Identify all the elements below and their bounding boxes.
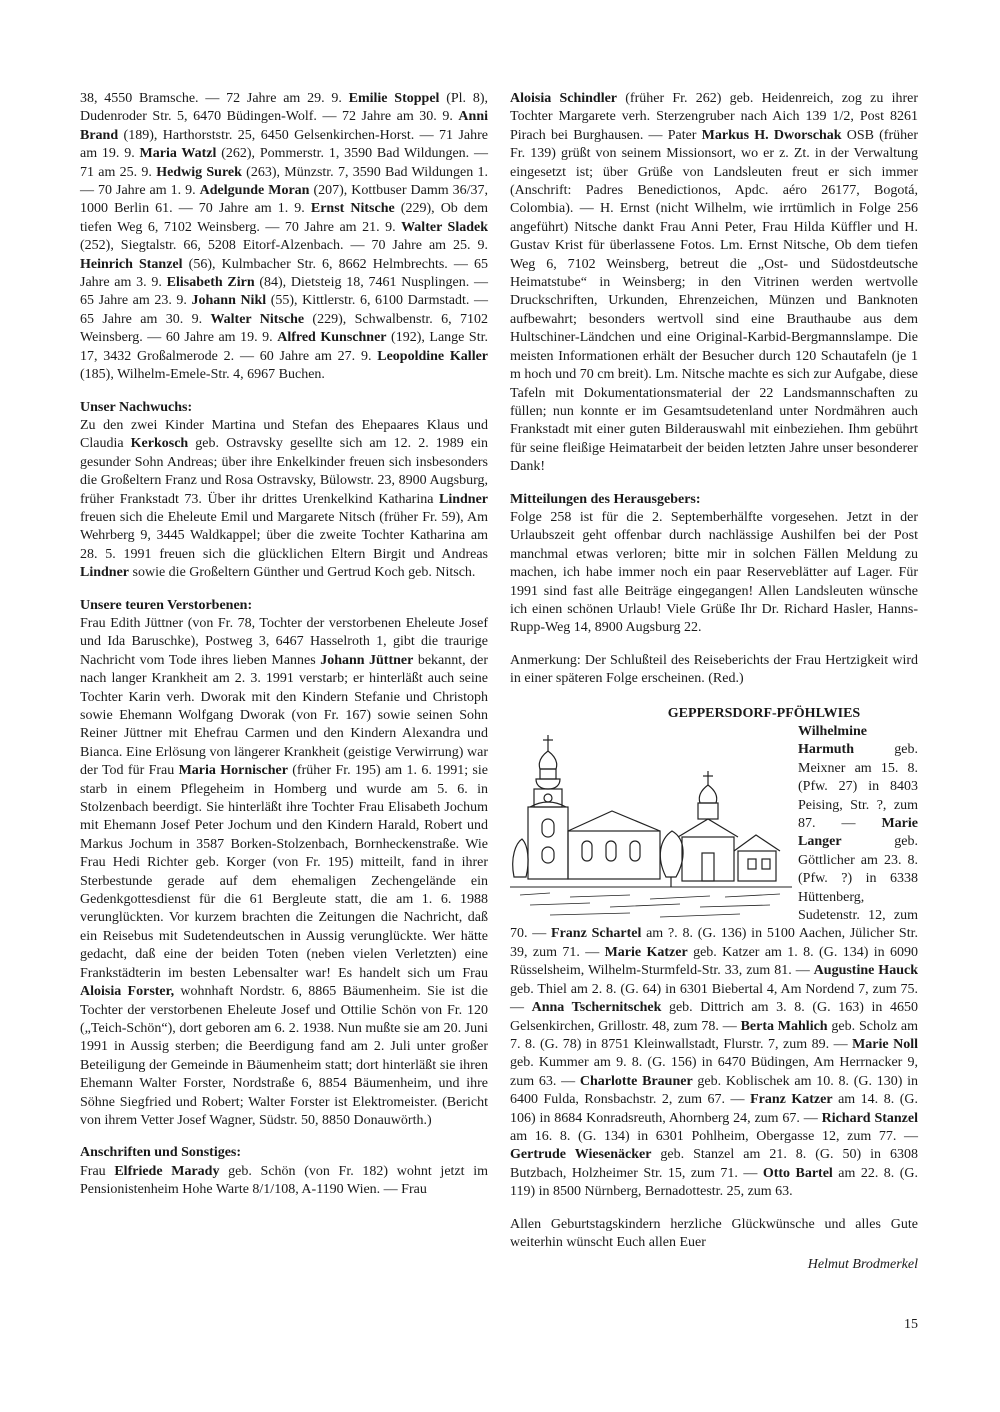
person-name: Adelgunde Moran xyxy=(199,183,310,199)
person-name: Johann Nikl xyxy=(191,293,267,309)
person-name: Marie Noll xyxy=(852,1036,918,1052)
text-segment: am 14. 8. (G. 106) in 8684 Konradsreuth, Ahornberg 24, zum 67. — xyxy=(510,1092,918,1126)
person-name: Hedwig Surek xyxy=(156,164,242,180)
person-name: Maria Hornischer xyxy=(178,763,288,779)
section-heading-anschriften: Anschriften und Sonstiges: xyxy=(80,1145,242,1161)
person-name: Elfriede Marady xyxy=(114,1163,220,1179)
text-segment: (185), Wilhelm-Emele-Str. 4, 6967 Buchen. xyxy=(80,367,325,383)
nachwuchs-text xyxy=(80,417,488,583)
person-name: Lindner xyxy=(80,565,130,581)
text-segment: geb. Kummer am 9. 8. (G. 156) in 6470 Büdingen, Am Herrnacker 9, zum 63. — xyxy=(510,1055,918,1089)
person-name: Marie Langer xyxy=(798,816,918,850)
person-name: Wilhelmine Harmuth xyxy=(798,724,867,758)
text-segment: geb. Scholz am 7. 8. (G. 78) in 8751 Kleinwallstadt, Flurstr. 7, zum 89. — xyxy=(510,1018,918,1052)
text-segment: (189), Harthorststr. 25, 6450 Gelsenkirchen-Horst. — 71 Jahre am 19. 9. xyxy=(80,127,488,162)
birthday-list xyxy=(80,90,488,385)
text-segment: geb. Stanzel am 21. 8. (G. 50) in 6308 Butzbach, Holzheimer Str. 15, zum 71. — xyxy=(510,1147,918,1181)
person-name: Otto Bartel xyxy=(762,1165,833,1181)
text-segment: geb. Meixner am 15. 8. (Pfw. 27) in 8403 Peising, Str. ?, zum 87. — xyxy=(798,742,918,832)
person-name: Leopoldine Kaller xyxy=(377,348,489,364)
verstorbene-text xyxy=(80,615,488,1130)
herausgeber-text: Folge 258 ist für die 2. Septemberhälfte vorgesehen. Jetzt in der Urlaubszeit geht offenbar durch nachlässige Aushilfen bei der Post manchmal etwas verloren; bitte mir in solchen Fällen Meldung zu machen, ich habe immer noch ein paar Reserveblätter auf Lager. Für 1991 sind fast alle Beiträge eingegangen! Allen Landsleuten wünsche ich einen schönen Urlaub! Viele Grüße Ihr Dr. Richard Hasler, Hanns-Rupp-Weg 14, 8900 Augsburg 22. xyxy=(510,509,918,636)
text-segment: geb. Göttlicher am 23. 8. (Pfw. ?) in 6338 Hüttenberg, Sudetenstr. 12, zum 70. — xyxy=(510,834,918,942)
person-name: Anna Tschernitschek xyxy=(531,1000,662,1016)
person-name: Franz Katzer xyxy=(750,1092,833,1108)
text-segment: wohnhaft Nordstr. 6, 8865 Bäumenheim. Sie ist die Tochter der verstorbenen Eheleute Josef und Ottilie Schön von Fr. 120 („Teich-Schön“), dort geboren am 6. 2. 1938. Nun mußte sie am 20. Juni 1991 in Aussig sterben; die Beerdigung fand am 2. Juli unter großer Beteiligung der Gemeinde in Bäumenheim statt; dort hinterläßt sie ihren Ehemann Walter Forster, Nordstraße 6, 8854 Bäumenheim, und ihre Söhne Siegfried und Robert; Walter Forster ist Elektromeister. (Bericht von ihrem Vetter Josef Wagner, Südstr. 50, 8850 Donauwörth.) xyxy=(80,984,489,1128)
signature: Helmut Brodmerkel xyxy=(807,1257,918,1273)
text-segment: geb. Ostravsky gesellte sich am 12. 2. 1989 ein gesunder Sohn Andreas; über ihre Enkelkinder freuen sich insbesonders die Großeltern Franz und Rosa Ostravsky, Bülowstr. 23, 8900 Augsburg, früher Frankstadt 73. Über ihr drittes Urenkelkind Katharina xyxy=(80,436,488,507)
person-name: Charlotte Brauner xyxy=(579,1073,693,1089)
person-name: Augustine Hauck xyxy=(813,963,918,979)
text-segment: (84), Dietsteig 18, 7461 Nusplingen. — 65 Jahre am 23. 9. xyxy=(80,275,488,309)
person-name: Markus H. Dworschak xyxy=(701,127,842,143)
text-segment: 38, 4550 Bramsche. — 72 Jahre am 29. 9. xyxy=(80,91,349,106)
left-column xyxy=(80,90,488,1200)
text-segment: bekannt, der nach langer Krankheit am 2. 3. 1991 verstarb; er hinterläßt auch seine Tochter Karin verh. Dworak mit den Kindern Stefanie und Christoph sowie Ehemann Wolfgang Dworak (von Fr. 167) sowie seinen Sohn Reiner Jüttner mit Ehefrau Carmen und den Kindern Alexandra und Bianca. Eine Erlösung von längerer Krankheit (geistige Verwirrung) war der Tod für Frau xyxy=(80,652,488,779)
person-name: Aloisia Forster, xyxy=(80,984,175,1000)
right-column xyxy=(510,90,918,1275)
person-name: Walter Sladek xyxy=(401,219,488,235)
text-segment: (192), Lange Str. 17, 3432 Großalmerode 2. — 60 Jahre am 27. 9. xyxy=(80,330,488,364)
closing-text: Allen Geburtstagskindern herzliche Glückwünsche und alles Gute weiterhin wünscht Euch allen Euer xyxy=(510,1216,918,1250)
text-segment: OSB (früher Fr. 139) grüßt von seinem Missionsort, wo er z. Zt. in der Verwaltung eingesetzt ist; über Grüße von Landsleuten freut er sich immer (Anschrift: Padres Benedictionos, Apdc. aéro 26177, Bogotá, Colombia). — H. Ernst (nicht Wilhelm, wie irrtümlich in Folge 256 angeführt) Nitsche dankt Frau Anni Peter, Frau Hilda Küffler und H. Gustav Krist für überlassene Fotos. Lm. Ernst Nitsche, Ob dem tiefen Weg 6, 7102 Weinsberg, betreut die „Ost- und Südostdeutsche Heimatstube“ in Weinsberg; in den Vitrinen werden wertvolle Druckschriften, Urkunden, Ehrenzeichen, Münzen und Banknoten aufbewahrt; besonders wertvoll sind eine Brauthaube aus dem Hultschiner-Ländchen und eine Original-Karbid-Bergmannslampe. Die meisten Informationen erhält der Besucher durch 120 Schautafeln (je 1 m hoch und 70 cm breit). Lm. Nitsche machte es sich zur Aufgabe, diese Tafeln mit Dokumentationsmaterial der 22 Landsmannschaften zu füllen; nun konnte er im Gesamtsudetenland unter Nordmähren auch Frankstadt mit einer guten Bilderauswahl mit einbeziehen. Ihm gebührt für seine fleißige Heimatarbeit der beiden letzten Jahre unser besonderer Dank! xyxy=(510,127,918,475)
text-segment: geb. Thiel am 2. 8. (G. 64) in 6301 Biebertal 4, Am Nordend 7, zum 75. — xyxy=(510,981,918,1016)
person-name: Richard Stanzel xyxy=(821,1110,918,1126)
person-name: Elisabeth Zirn xyxy=(166,275,255,291)
text-segment: Zu den zwei Kinder Martina und Stefan des Ehepaares Klaus und Claudia xyxy=(80,417,488,452)
text-segment: (56), Kulmbacher Str. 6, 8662 Helmbrechts. — 65 Jahre am 3. 9. xyxy=(80,256,488,291)
section-heading-verstorbene: Unsere teuren Verstorbenen: xyxy=(80,597,253,613)
page-number: 15 xyxy=(904,1317,918,1332)
person-name: Walter Nitsche xyxy=(210,311,305,327)
text-segment: geb. Schön (von Fr. 182) wohnt jetzt im Pensionistenheim Hohe Warte 8/1/108, A-1190 Wien. — Frau xyxy=(80,1163,488,1198)
person-name: Alfred Kunschner xyxy=(277,330,387,346)
text-segment: (207), Kottbuser Damm 36/37, 1000 Berlin 61. — 70 Jahre am 1. 9. xyxy=(80,183,488,217)
text-segment: (229), Ob dem tiefen Weg 6, 7102 Weinsberg. — 70 Jahre am 21. 9. xyxy=(80,201,488,235)
person-name: Berta Mahlich xyxy=(740,1018,828,1034)
person-name: Johann Jüttner xyxy=(320,652,414,668)
text-segment: am ?. 8. (G. 136) in 5100 Aachen, Jülicher Str. 39, zum 71. — xyxy=(510,926,918,960)
person-name: Anni Brand xyxy=(80,109,488,143)
person-name: Maria Watzl xyxy=(139,146,217,162)
text-segment: geb. Katzer am 1. 8. (G. 134) in 6090 Rüsselsheim, Wilhelm-Sturmfeld-Str. 33, zum 81. — xyxy=(510,944,918,979)
person-name: Marie Katzer xyxy=(604,944,688,960)
text-segment: Frau xyxy=(80,1163,115,1179)
person-name: Ernst Nitsche xyxy=(310,201,395,217)
person-name: Aloisia Schindler xyxy=(510,91,618,106)
text-segment: Frau Edith Jüttner (von Fr. 78, Tochter der verstorbenen Eheleute Josef und Ida Baruschke), Postweg 3, 6467 Hasselroth 1, gibt die traurige Nachricht vom Tode ihres lieben Mannes xyxy=(80,615,488,668)
text-segment: freuen sich die Eheleute Emil und Margarete Nitsch (früher Fr. 59), Am Wehrberg 9, 3445 Waldkappel; über die zweite Tochter Katharina am 28. 5. 1991 freuen sich die glücklichen Eltern Birgit und Andreas xyxy=(80,509,488,562)
church-illustration xyxy=(510,727,792,921)
text-segment: (262), Pommerstr. 1, 3590 Bad Wildungen. — 71 am 25. 9. xyxy=(80,146,488,180)
text-segment: (Pl. 8), Dudenroder Str. 5, 6470 Büdingen-Wolf. — 72 Jahre am 30. 9. xyxy=(80,91,488,125)
text-segment: geb. Koblischek am 10. 8. (G. 130) in 6400 Fulda, Ronsbachstr. 2, zum 67. — xyxy=(510,1073,918,1108)
village-title: GEPPERSDORF-PFÖHLWIES xyxy=(667,705,861,721)
text-segment: (früher Fr. 262) geb. Heidenreich, zog zu ihrer Tochter Margarete verh. Sterzengruber nach Aich 139 1/2, Post 8261 Pirach bei Burghausen. — Pater xyxy=(510,91,918,143)
text-segment: sowie die Großeltern Günther und Gertrud Koch geb. Nitsch. xyxy=(129,565,476,581)
person-name: Kerkosch xyxy=(130,436,189,452)
text-segment: (252), Siegtalstr. 66, 5208 Eitorf-Alzenbach. — 70 Jahre am 25. 9. xyxy=(80,238,488,254)
anschriften-text xyxy=(80,1163,488,1200)
section-heading-herausgeber: Mitteilungen des Herausgebers: xyxy=(510,491,701,507)
person-name: Franz Schartel xyxy=(551,926,642,942)
text-segment: (55), Kittlerstr. 6, 6100 Darmstadt. — 65 Jahre am 30. 9. xyxy=(80,293,488,327)
continuation-text xyxy=(510,90,918,477)
text-segment: (263), Münzstr. 7, 3590 Bad Wildungen 1. — 70 Jahre am 1. 9. xyxy=(80,164,488,199)
text-segment: am 16. 8. (G. 134) in 6301 Pohlheim, Obergasse 12, zum 77. — xyxy=(510,1128,918,1144)
person-name: Lindner xyxy=(438,491,488,507)
person-name: Heinrich Stanzel xyxy=(80,256,183,272)
person-name: Gertrude Wiesenäcker xyxy=(510,1147,652,1163)
person-name: Emilie Stoppel xyxy=(348,91,440,106)
text-segment: (229), Schwalbenstr. 6, 7102 Weinsberg. — 60 Jahre am 19. 9. xyxy=(80,311,488,346)
section-heading-nachwuchs: Unser Nachwuchs: xyxy=(80,399,193,415)
text-segment: geb. Dittrich am 3. 8. (G. 163) in 4650 Gelsenkirchen, Grillostr. 48, zum 78. — xyxy=(510,1000,918,1034)
anmerkung-text: Anmerkung: Der Schlußteil des Reiseberichts der Frau Hertzigkeit wird in einer späteren Folge erscheinen. (Red.) xyxy=(510,652,918,687)
text-segment: (früher Fr. 195) am 1. 6. 1991; sie starb in einem Pflegeheim in Homberg und wurde am 5. 6. in Stolzenbach beerdigt. Sie hinterläßt ihre Tochter Frau Elisabeth Jochum mit Ehemann Josef Peter Jochum und den Kindern Harald, Robert und Markus Jochum in 3587 Borken-Stolzenbach, Bornheckenstraße. Wie Frau Hedi Richter geb. Korger (von Fr. 195) mitteilt, fand in ihrer Sterbestunde gerade auf dem ehemaligen Zechengelände ein Gedenkgottesdienst für die 61 Bergleute statt, die am 1. 6. 1988 verunglückten. Vor kurzem brachten die Zeitungen die Nachricht, daß ein Reisebus mit Sudetendeutschen in Aussig verunglückte. Wer hätte gedacht, daß eine der beiden Toten (neben vielen Verletzten) eine Frankstädterin im besten Lebensalter war! Es handelt sich um Frau xyxy=(80,763,488,981)
text-segment: am 22. 8. (G. 119) in 8500 Nürnberg, Bernadottestr. 25, zum 63. xyxy=(510,1165,919,1200)
